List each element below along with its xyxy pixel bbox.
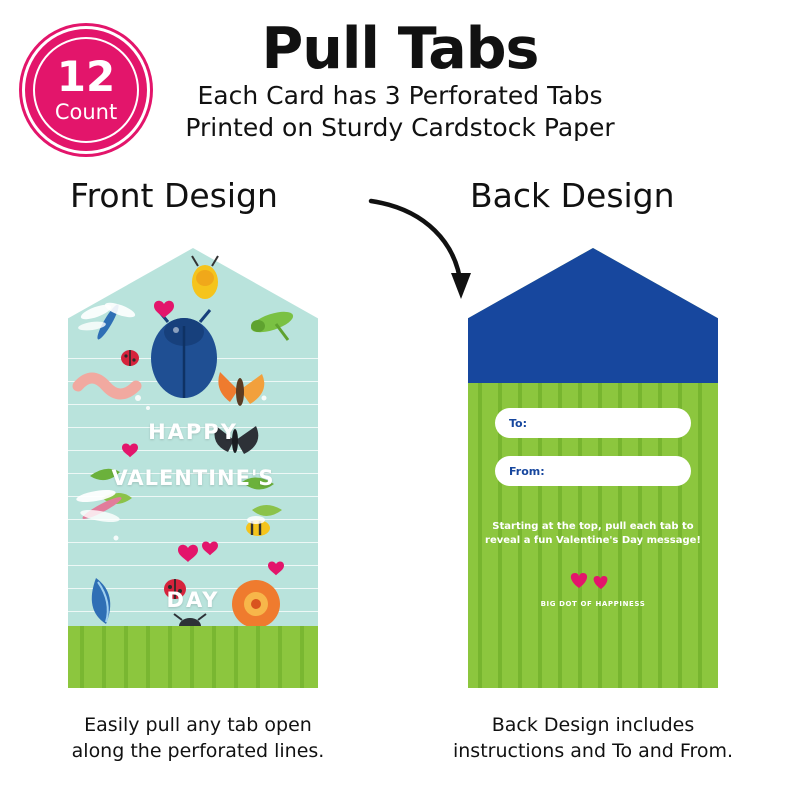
subtitle-line-2: Printed on Sturdy Cardstock Paper — [185, 113, 615, 142]
page-title: Pull Tabs — [261, 16, 539, 82]
heart-icons — [468, 568, 718, 596]
back-card-envelope-flap — [468, 248, 718, 383]
front-card-green-band — [68, 626, 318, 688]
from-field[interactable] — [495, 456, 691, 486]
from-label: From: — [509, 464, 545, 478]
front-caption-line-1: Easily pull any tab open — [84, 714, 312, 736]
badge-count: 12 — [56, 52, 116, 101]
front-text-day: DAY — [166, 588, 220, 612]
back-caption-line-1: Back Design includes — [491, 714, 695, 736]
front-card — [68, 248, 318, 688]
to-field[interactable] — [495, 408, 691, 438]
header — [0, 18, 800, 144]
subtitle-line-1: Each Card has 3 Perforated Tabs — [197, 81, 603, 110]
curved-arrow-icon — [365, 195, 475, 314]
front-caption — [38, 712, 358, 764]
front-card-clip — [68, 248, 318, 688]
brand-mark: BIG DOT OF HAPPINESS — [540, 600, 646, 608]
front-design-heading: Front Design — [70, 176, 278, 215]
back-card-clip — [468, 248, 718, 688]
instructions-line-2: reveal a fun Valentine's Day message! — [485, 535, 701, 546]
front-caption-line-2: along the perforated lines. — [71, 740, 325, 762]
badge-label: Count — [54, 100, 118, 124]
front-text-happy: HAPPY — [148, 420, 238, 444]
instructions-line-1: Starting at the top, pull each tab to — [492, 521, 694, 532]
back-caption — [428, 712, 758, 764]
to-label: To: — [509, 416, 527, 430]
back-card — [468, 248, 718, 688]
back-design-heading: Back Design — [470, 176, 675, 215]
back-caption-line-2: instructions and To and From. — [452, 740, 734, 762]
front-text-valentines: VALENTINE'S — [111, 466, 275, 490]
back-card-instructions — [480, 520, 706, 548]
